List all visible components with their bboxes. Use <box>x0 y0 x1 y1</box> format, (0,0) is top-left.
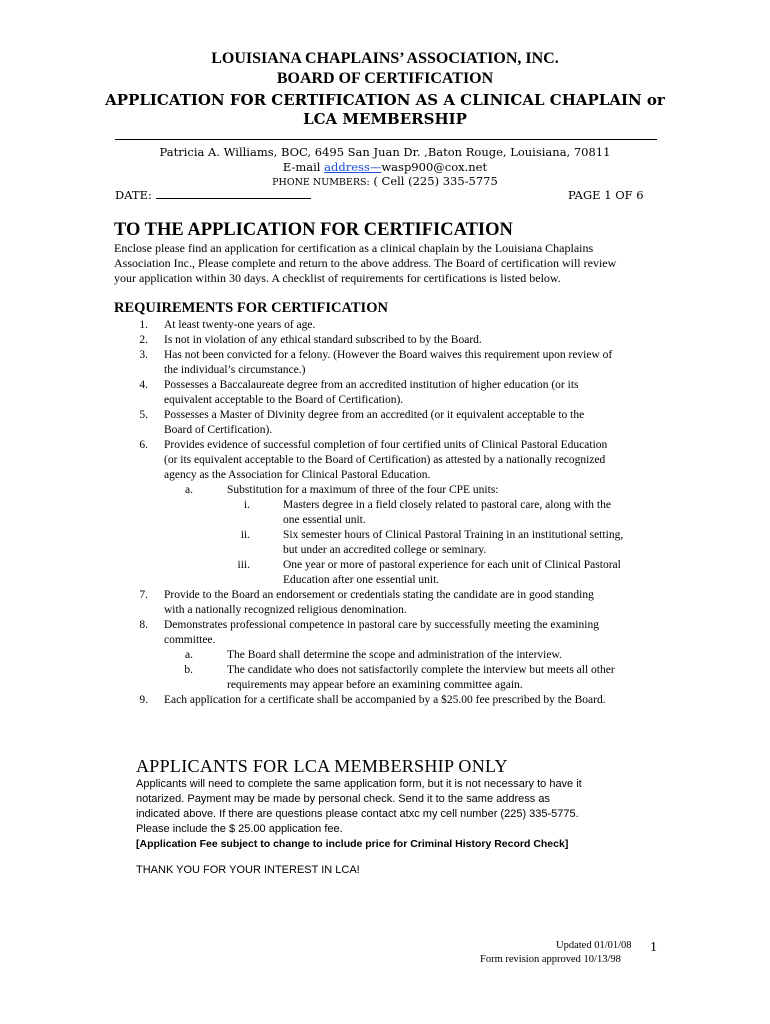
thank-you-note: THANK YOU FOR YOUR INTEREST IN LCA! <box>136 864 360 876</box>
requirement-item-text: with a nationally recognized religious denomination. <box>164 604 407 616</box>
date-label: DATE: <box>115 188 152 202</box>
requirement-item-text: agency as the Association for Clinical Pastoral Education. <box>164 469 431 481</box>
requirement-item-number: 8. <box>139 619 148 631</box>
requirement-item-text: the individual’s circumstance.) <box>164 364 306 376</box>
roman-item-text: Six semester hours of Clinical Pastoral Training in an institutional setting, <box>283 529 624 541</box>
roman-item-text: one essential unit. <box>283 514 366 526</box>
roman-item-text: but under an accredited college or seminary. <box>283 544 487 556</box>
roman-item-number: iii. <box>237 559 250 571</box>
requirement-item-number: 5. <box>139 409 148 421</box>
sub-item-text: requirements may appear before an examining committee again. <box>227 679 523 691</box>
requirement-item-number: 6. <box>139 439 148 451</box>
sub-item-number: a. <box>185 484 193 496</box>
sub-item-text: The candidate who does not satisfactorily complete the interview but meets all other <box>227 664 615 676</box>
application-title-line1: APPLICATION FOR CERTIFICATION AS A CLINICAL CHAPLAIN or <box>105 91 665 109</box>
sub-item-text: The Board shall determine the scope and administration of the interview. <box>227 649 562 661</box>
intro-heading: TO THE APPLICATION FOR CERTIFICATION <box>114 220 513 240</box>
phone-label: PHONE NUMBERS: <box>272 177 370 188</box>
requirement-item-text: Board of Certification). <box>164 424 273 436</box>
email-prefix: E-mail <box>282 160 325 174</box>
requirement-item-text: committee. <box>164 634 216 646</box>
requirement-item-text: (or its equivalent acceptable to the Board of Certification) as attested by a nationally recognized <box>164 454 606 466</box>
fee-note: [Application Fee subject to change to include price for Criminal History Record Check] <box>136 838 569 850</box>
lca-line-1: Applicants will need to complete the same application form, but it is not necessary to have it <box>136 778 582 790</box>
board-title: BOARD OF CERTIFICATION <box>276 70 494 87</box>
intro-line-2: Association Inc., Please complete and return to the above address. The Board of certification will review <box>114 256 617 270</box>
application-title-line2: LCA MEMBERSHIP <box>303 110 467 128</box>
intro-line-3: your application within 30 days. A checklist of requirements for certifications is listed below. <box>114 271 561 285</box>
requirement-item-text: Is not in violation of any ethical standard subscribed to by the Board. <box>164 334 482 346</box>
page-number: 1 <box>650 940 657 955</box>
intro-line-1: Enclose please find an application for certification as a clinical chaplain by the Louisiana Chaplains <box>114 241 594 255</box>
lca-line-4: Please include the $ 25.00 application fee. <box>136 823 343 835</box>
requirement-item-text: Possesses a Baccalaureate degree from an accredited institution of higher education (or its <box>164 379 579 391</box>
requirement-item-number: 3. <box>139 349 148 361</box>
org-title: LOUISIANA CHAPLAINS’ ASSOCIATION, INC. <box>211 50 559 67</box>
roman-item-text: Masters degree in a field closely related to pastoral care, along with the <box>283 499 611 511</box>
requirement-item-number: 2. <box>139 334 148 346</box>
lca-line-3: indicated above. If there are questions please contact atxc my cell number (225) 335-5775. <box>136 808 579 820</box>
email-address: wasp900@cox.net <box>381 160 488 174</box>
roman-item-number: i. <box>243 499 250 511</box>
requirement-item-number: 7. <box>139 589 148 601</box>
requirement-item-number: 1. <box>139 319 148 331</box>
requirement-item-text: Provide to the Board an endorsement or credentials stating the candidate are in good standing <box>164 589 594 601</box>
updated-date: Updated 01/01/08 <box>556 940 632 951</box>
contact-phone-line <box>0 174 770 188</box>
lca-heading: APPLICANTS FOR LCA MEMBERSHIP ONLY <box>136 756 508 776</box>
phone-number: ( Cell (225) 335-5775 <box>369 174 498 188</box>
requirement-item-number: 9. <box>139 694 148 706</box>
date-blank-line[interactable] <box>156 188 311 199</box>
contact-address: Patricia A. Williams, BOC, 6495 San Juan Dr. ,Baton Rouge, Louisiana, 70811 <box>159 145 611 159</box>
requirement-item-text: equivalent acceptable to the Board of Certification). <box>164 394 404 406</box>
form-revision: Form revision approved 10/13/98 <box>480 954 621 965</box>
requirement-item-text: Has not been convicted for a felony. (However the Board waives this requirement upon review of <box>164 349 613 361</box>
requirement-item-text: Provides evidence of successful completion of four certified units of Clinical Pastoral Education <box>164 439 608 451</box>
page-indicator: PAGE 1 OF 6 <box>568 188 644 202</box>
requirements-heading: REQUIREMENTS FOR CERTIFICATION <box>114 300 388 316</box>
requirement-item-number: 4. <box>139 379 148 391</box>
lca-line-2: notarized. Payment may be made by personal check. Send it to the same address as <box>136 793 550 805</box>
roman-item-text: One year or more of pastoral experience for each unit of Clinical Pastoral <box>283 559 621 571</box>
sub-item-number: b. <box>184 664 193 676</box>
sub-item-text: Substitution for a maximum of three of the four CPE units: <box>227 484 499 496</box>
requirement-item-text: Demonstrates professional competence in pastoral care by successfully meeting the examining <box>164 619 599 631</box>
requirement-item-text: At least twenty-one years of age. <box>164 319 316 331</box>
requirement-item-text: Possesses a Master of Divinity degree from an accredited (or it equivalent acceptable to the <box>164 409 585 421</box>
roman-item-text: Education after one essential unit. <box>283 574 440 586</box>
roman-item-number: ii. <box>240 529 250 541</box>
contact-email-line <box>0 160 770 174</box>
date-field[interactable] <box>115 188 311 202</box>
sub-item-number: a. <box>185 649 193 661</box>
header-divider <box>115 139 657 140</box>
requirement-item-text: Each application for a certificate shall be accompanied by a $25.00 fee prescribed by the Board. <box>164 694 606 706</box>
email-link[interactable]: address— <box>324 160 382 174</box>
